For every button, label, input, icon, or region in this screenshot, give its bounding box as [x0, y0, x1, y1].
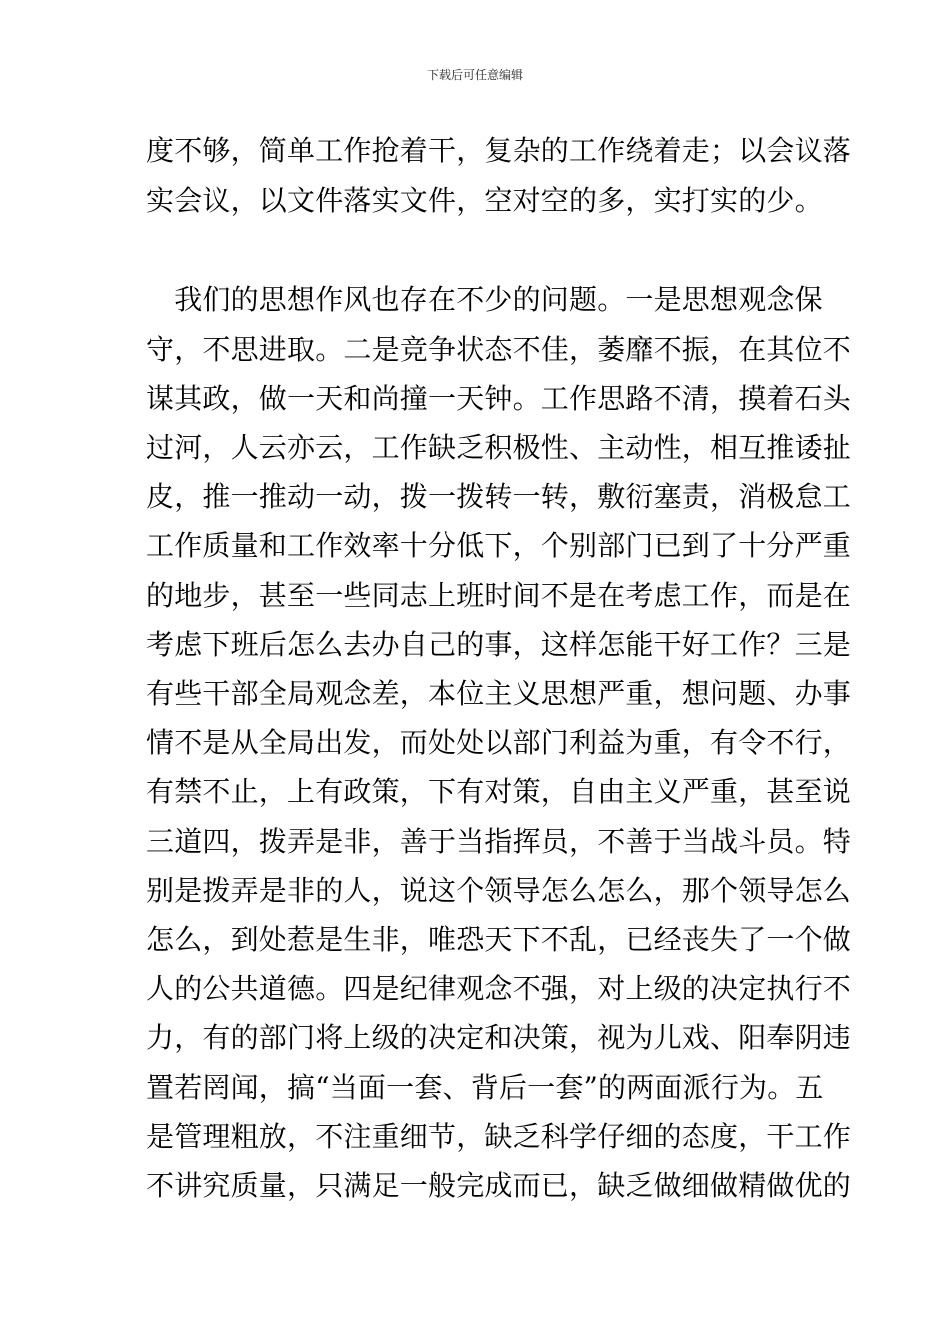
text-line: 我们的思想作风也存在不少的问题。一是思想观念保 [146, 283, 823, 316]
text-line: 皮，推一推动一动，拨一拨转一转，敷衍塞责，消极怠工 [146, 480, 852, 513]
text-line: 人的公共道德。四是纪律观念不强，对上级的决定执行不 [146, 972, 852, 1005]
text-line: 的地步，甚至一些同志上班时间不是在考虑工作，而是在 [146, 579, 852, 612]
text-line: 守，不思进取。二是竞争状态不佳，萎靡不振，在其位不 [146, 333, 852, 366]
text-line: 有些干部全局观念差，本位主义思想严重，想问题、办事 [146, 677, 852, 710]
text-line: 力，有的部门将上级的决定和决策，视为儿戏、阳奉阴违 [146, 1021, 852, 1054]
text-line: 情不是从全局出发，而处处以部门利益为重，有令不行， [146, 726, 852, 759]
text-line: 怎么，到处惹是生非，唯恐天下不乱，已经丧失了一个做 [146, 923, 852, 956]
text-line: 有禁不止，上有政策，下有对策，自由主义严重，甚至说 [146, 775, 852, 808]
text-line: 别是拨弄是非的人，说这个领导怎么怎么，那个领导怎么 [146, 874, 852, 907]
text-line: 度不够，简单工作抢着干，复杂的工作绕着走；以会议落 [146, 134, 852, 167]
page-header: 下载后可任意编辑 [426, 68, 523, 82]
text-line: 工作质量和工作效率十分低下，个别部门已到了十分严重 [146, 529, 852, 562]
text-line: 不讲究质量，只满足一般完成而已，缺乏做细做精做优的 [146, 1169, 852, 1202]
text-line: 过河，人云亦云，工作缺乏积极性、主动性，相互推诿扯 [146, 431, 852, 464]
text-line: 三道四，拨弄是非，善于当指挥员，不善于当战斗员。特 [146, 825, 852, 858]
text-line: 谋其政，做一天和尚撞一天钟。工作思路不清，摸着石头 [146, 382, 852, 415]
text-line: 置若罔闻，搞“当面一套、背后一套”的两面派行为。五 [146, 1071, 824, 1104]
text-line: 考虑下班后怎么去办自己的事，这样怎能干好工作？三是 [146, 628, 852, 661]
text-line: 实会议，以文件落实文件，空对空的多，实打实的少。 [146, 184, 823, 217]
text-line: 是管理粗放，不注重细节，缺乏科学仔细的态度，干工作 [146, 1120, 852, 1153]
